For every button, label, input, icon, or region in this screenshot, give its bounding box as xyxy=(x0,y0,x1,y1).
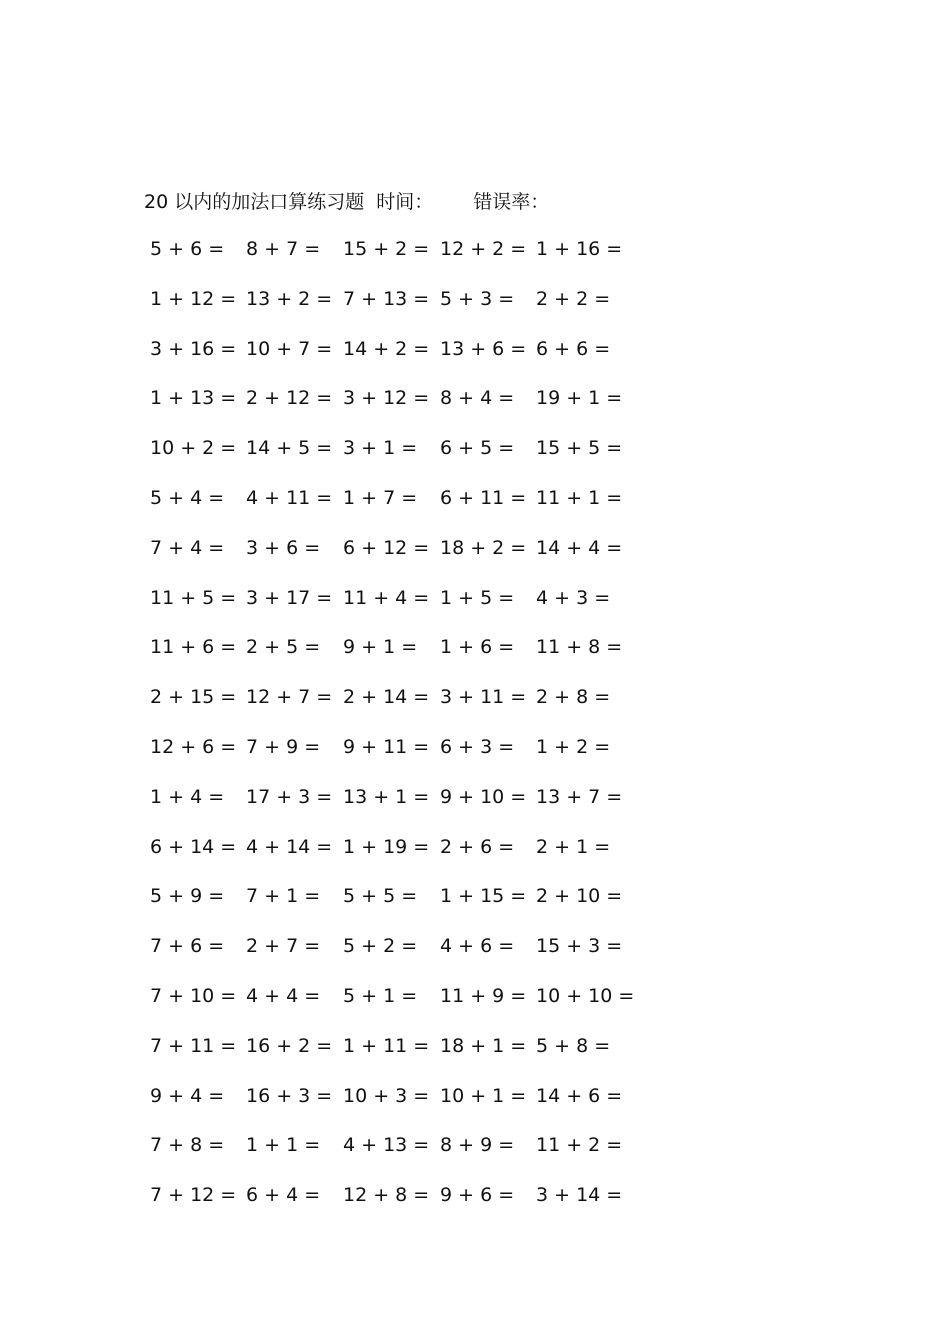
addition-problem: 3 + 1 = xyxy=(343,437,418,460)
addition-problem: 16 + 3 = xyxy=(246,1084,333,1107)
addition-problem: 9 + 4 = xyxy=(150,1084,225,1107)
addition-problem: 3 + 17 = xyxy=(246,586,333,609)
addition-problem: 2 + 8 = xyxy=(536,686,611,709)
addition-problem: 1 + 4 = xyxy=(150,785,225,808)
addition-problem: 5 + 4 = xyxy=(150,487,225,509)
problem-row xyxy=(0,483,950,513)
problem-row xyxy=(0,284,950,314)
addition-problem: 4 + 14 = xyxy=(246,835,333,858)
addition-problem: 12 + 7 = xyxy=(246,686,333,709)
addition-problem: 14 + 5 = xyxy=(246,437,333,460)
addition-problem: 2 + 2 = xyxy=(536,287,611,310)
addition-problem: 11 + 8 = xyxy=(536,636,623,659)
problem-row xyxy=(0,931,950,961)
problem-row xyxy=(0,1081,950,1111)
addition-problem: 7 + 8 = xyxy=(150,1134,225,1157)
addition-problem: 14 + 6 = xyxy=(536,1084,623,1107)
problem-row xyxy=(0,234,950,264)
addition-problem: 15 + 2 = xyxy=(343,238,430,260)
addition-problem: 3 + 16 = xyxy=(150,337,237,360)
addition-problem: 10 + 3 = xyxy=(343,1084,430,1107)
addition-problem: 8 + 7 = xyxy=(246,238,321,260)
addition-problem: 9 + 10 = xyxy=(440,785,527,808)
addition-problem: 18 + 2 = xyxy=(440,536,527,559)
addition-problem: 2 + 1 = xyxy=(536,835,611,858)
addition-problem: 6 + 6 = xyxy=(536,337,611,360)
problem-row xyxy=(0,981,950,1011)
addition-problem: 15 + 3 = xyxy=(536,935,623,958)
addition-problem: 4 + 4 = xyxy=(246,985,321,1007)
addition-problem: 15 + 5 = xyxy=(536,437,623,460)
addition-problem: 7 + 10 = xyxy=(150,985,237,1007)
problem-row xyxy=(0,782,950,812)
addition-problem: 2 + 5 = xyxy=(246,636,321,659)
addition-problem: 1 + 5 = xyxy=(440,586,515,609)
time-label: 时间： xyxy=(376,190,434,213)
addition-problem: 6 + 14 = xyxy=(150,835,237,858)
addition-problem: 1 + 2 = xyxy=(536,736,611,758)
addition-problem: 6 + 3 = xyxy=(440,736,515,758)
addition-problem: 13 + 6 = xyxy=(440,337,527,360)
addition-problem: 18 + 1 = xyxy=(440,1034,527,1057)
addition-problem: 2 + 15 = xyxy=(150,686,237,709)
addition-problem: 7 + 12 = xyxy=(150,1184,237,1207)
problem-row xyxy=(0,533,950,563)
addition-problem: 7 + 4 = xyxy=(150,536,225,559)
problem-row xyxy=(0,1130,950,1160)
addition-problem: 11 + 6 = xyxy=(150,636,237,659)
addition-problem: 9 + 1 = xyxy=(343,636,418,659)
addition-problem: 10 + 10 = xyxy=(536,985,635,1007)
addition-problem: 6 + 5 = xyxy=(440,437,515,460)
addition-problem: 10 + 7 = xyxy=(246,337,333,360)
addition-problem: 1 + 12 = xyxy=(150,287,237,310)
addition-problem: 4 + 3 = xyxy=(536,586,611,609)
addition-problem: 1 + 19 = xyxy=(343,835,430,858)
addition-problem: 5 + 8 = xyxy=(536,1034,611,1057)
addition-problem: 10 + 2 = xyxy=(150,437,237,460)
addition-problem: 8 + 4 = xyxy=(440,387,515,410)
addition-problem: 5 + 5 = xyxy=(343,885,418,908)
addition-problem: 3 + 12 = xyxy=(343,387,430,410)
worksheet-title: 20 以内的加法口算练习题 xyxy=(144,190,365,213)
addition-problem: 1 + 15 = xyxy=(440,885,527,908)
error-rate-label: 错误率： xyxy=(473,190,550,213)
addition-problem: 3 + 6 = xyxy=(246,536,321,559)
addition-problem: 7 + 9 = xyxy=(246,736,321,758)
addition-problem: 11 + 1 = xyxy=(536,487,623,509)
addition-problem: 1 + 13 = xyxy=(150,387,237,410)
addition-problem: 5 + 2 = xyxy=(343,935,418,958)
addition-problem: 2 + 10 = xyxy=(536,885,623,908)
addition-problem: 4 + 11 = xyxy=(246,487,333,509)
addition-problem: 5 + 3 = xyxy=(440,287,515,310)
addition-problem: 9 + 11 = xyxy=(343,736,430,758)
addition-problem: 6 + 11 = xyxy=(440,487,527,509)
addition-problem: 9 + 6 = xyxy=(440,1184,515,1207)
problem-row xyxy=(0,881,950,911)
addition-problem: 10 + 1 = xyxy=(440,1084,527,1107)
problem-row xyxy=(0,583,950,613)
addition-problem: 14 + 2 = xyxy=(343,337,430,360)
addition-problem: 4 + 6 = xyxy=(440,935,515,958)
addition-problem: 1 + 6 = xyxy=(440,636,515,659)
addition-problem: 11 + 9 = xyxy=(440,985,527,1007)
addition-problem: 5 + 1 = xyxy=(343,985,418,1007)
problem-row xyxy=(0,1180,950,1210)
addition-problem: 7 + 11 = xyxy=(150,1034,237,1057)
addition-problem: 3 + 14 = xyxy=(536,1184,623,1207)
addition-problem: 12 + 6 = xyxy=(150,736,237,758)
problem-row xyxy=(0,682,950,712)
addition-problem: 12 + 2 = xyxy=(440,238,527,260)
addition-problem: 13 + 1 = xyxy=(343,785,430,808)
problem-row xyxy=(0,632,950,662)
addition-problem: 2 + 12 = xyxy=(246,387,333,410)
addition-problem: 7 + 1 = xyxy=(246,885,321,908)
problem-row xyxy=(0,832,950,862)
addition-problem: 2 + 14 = xyxy=(343,686,430,709)
addition-problem: 5 + 6 = xyxy=(150,238,225,260)
addition-problem: 14 + 4 = xyxy=(536,536,623,559)
addition-problem: 13 + 7 = xyxy=(536,785,623,808)
addition-problem: 19 + 1 = xyxy=(536,387,623,410)
addition-problem: 1 + 7 = xyxy=(343,487,418,509)
problem-row xyxy=(0,334,950,364)
addition-problem: 2 + 7 = xyxy=(246,935,321,958)
addition-problem: 2 + 6 = xyxy=(440,835,515,858)
addition-problem: 12 + 8 = xyxy=(343,1184,430,1207)
addition-problem: 11 + 2 = xyxy=(536,1134,623,1157)
problem-row xyxy=(0,732,950,762)
addition-problem: 4 + 13 = xyxy=(343,1134,430,1157)
addition-problem: 11 + 4 = xyxy=(343,586,430,609)
addition-problem: 3 + 11 = xyxy=(440,686,527,709)
addition-problem: 7 + 6 = xyxy=(150,935,225,958)
addition-problem: 5 + 9 = xyxy=(150,885,225,908)
problem-row xyxy=(0,383,950,413)
addition-problem: 11 + 5 = xyxy=(150,586,237,609)
addition-problem: 7 + 13 = xyxy=(343,287,430,310)
problem-row xyxy=(0,433,950,463)
addition-problem: 13 + 2 = xyxy=(246,287,333,310)
addition-problem: 1 + 11 = xyxy=(343,1034,430,1057)
addition-problem: 1 + 16 = xyxy=(536,238,623,260)
addition-problem: 8 + 9 = xyxy=(440,1134,515,1157)
addition-problem: 17 + 3 = xyxy=(246,785,333,808)
addition-problem: 6 + 12 = xyxy=(343,536,430,559)
addition-problem: 16 + 2 = xyxy=(246,1034,333,1057)
problem-row xyxy=(0,1031,950,1061)
addition-problem: 1 + 1 = xyxy=(246,1134,321,1157)
addition-problem: 6 + 4 = xyxy=(246,1184,321,1207)
